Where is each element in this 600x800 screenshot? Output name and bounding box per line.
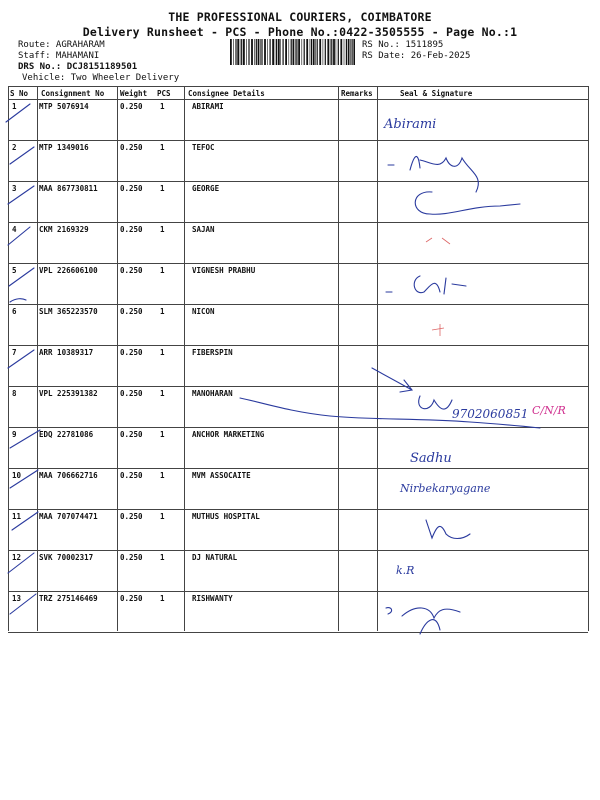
row-divider: [8, 345, 588, 346]
cell-pcs: 1: [160, 471, 165, 480]
cell-sno: 8: [12, 389, 17, 398]
signature-row-9: Sadhu: [410, 451, 452, 466]
cell-consignee: GEORGE: [192, 184, 220, 193]
vehicle-label: Vehicle: Two Wheeler Delivery: [22, 73, 180, 83]
cell-weight: 0.250: [120, 266, 143, 275]
header-weight: Weight: [120, 89, 148, 98]
row-divider: [8, 263, 588, 264]
cell-weight: 0.250: [120, 471, 143, 480]
cell-consignee: RISHWANTY: [192, 594, 233, 603]
cell-pcs: 1: [160, 594, 165, 603]
cell-weight: 0.250: [120, 389, 143, 398]
row-divider: [8, 632, 588, 633]
cell-sno: 7: [12, 348, 17, 357]
cell-consignee: SAJAN: [192, 225, 215, 234]
cell-consignment: VPL 226606100: [39, 266, 98, 275]
cell-pcs: 1: [160, 553, 165, 562]
header-consignment: Consignment No: [41, 89, 105, 98]
cell-consignment: MTP 1349016: [39, 143, 89, 152]
cell-consignment: ARR 10389317: [39, 348, 94, 357]
signature-row-3: [415, 192, 520, 214]
cell-weight: 0.250: [120, 512, 143, 521]
signature-row-5: [414, 276, 466, 294]
cell-consignee: VIGNESH PRABHU: [192, 266, 256, 275]
cell-consignment: MTP 5076914: [39, 102, 89, 111]
header-consignee: Consignee Details: [188, 89, 265, 98]
route-label: Route: AGRAHARAM: [18, 40, 105, 50]
signature-row-1: Abirami: [384, 117, 437, 132]
cell-consignment: TRZ 275146469: [39, 594, 98, 603]
header-pcs: PCS: [157, 89, 171, 98]
cell-pcs: 1: [160, 348, 165, 357]
cell-pcs: 1: [160, 102, 165, 111]
cell-sno: 9: [12, 430, 17, 439]
signature-row-10: Nirbekaryagane: [400, 482, 491, 495]
company-title: THE PROFESSIONAL COURIERS, COIMBATORE: [168, 10, 432, 24]
signature-row-8-phone: 9702060851: [452, 407, 529, 421]
header-remarks: Remarks: [341, 89, 373, 98]
cell-pcs: 1: [160, 307, 165, 316]
row-divider: [8, 304, 588, 305]
cell-weight: 0.250: [120, 594, 143, 603]
row-divider: [8, 468, 588, 469]
cell-sno: 4: [12, 225, 17, 234]
signature-row-8-mark: C/N/R: [532, 404, 566, 417]
cell-sno: 6: [12, 307, 17, 316]
cell-consignment: CKM 2169329: [39, 225, 89, 234]
cell-pcs: 1: [160, 266, 165, 275]
row-divider: [8, 140, 588, 141]
staff-label: Staff: MAHAMANI: [18, 51, 100, 61]
cell-sno: 5: [12, 266, 17, 275]
strike-line: [240, 398, 540, 428]
cell-sno: 1: [12, 102, 17, 111]
signature-row-12: k.R: [396, 564, 415, 577]
barcode: [230, 39, 355, 65]
cell-consignment: MAA 867730811: [39, 184, 98, 193]
row-divider: [8, 386, 588, 387]
cell-weight: 0.250: [120, 430, 143, 439]
row-divider: [8, 550, 588, 551]
table-border-top: [8, 86, 588, 87]
cell-weight: 0.250: [120, 553, 143, 562]
cell-consignment: MAA 707074471: [39, 512, 98, 521]
cell-weight: 0.250: [120, 102, 143, 111]
row-divider: [8, 427, 588, 428]
cell-weight: 0.250: [120, 348, 143, 357]
cell-sno: 12: [12, 553, 22, 562]
cell-consignee: MUTHUS HOSPITAL: [192, 512, 260, 521]
faint-mark-row-4: [426, 238, 450, 244]
header-sno: S No: [10, 89, 29, 98]
table-header-divider: [8, 99, 588, 100]
row-divider: [8, 591, 588, 592]
cell-consignee: ABIRAMI: [192, 102, 224, 111]
signature-row-13: [402, 608, 460, 634]
cell-weight: 0.250: [120, 307, 143, 316]
cell-consignee: MVM ASSOCAITE: [192, 471, 251, 480]
signature-row-2: [410, 156, 478, 192]
cell-sno: 2: [12, 143, 17, 152]
tick-mark: [6, 104, 30, 122]
cell-pcs: 1: [160, 225, 165, 234]
cell-sno: 3: [12, 184, 17, 193]
faint-mark-row-6: [432, 324, 444, 336]
cell-consignee: MANOHARAN: [192, 389, 233, 398]
rs-number: RS No.: 1511895: [362, 40, 444, 50]
cell-consignment: SLM 365223570: [39, 307, 98, 316]
cell-consignment: SVK 70002317: [39, 553, 94, 562]
cell-sno: 10: [12, 471, 22, 480]
cell-consignment: EDQ 22781086: [39, 430, 94, 439]
arrow-mark: [372, 368, 412, 392]
signature-row-11: [426, 520, 470, 539]
cell-weight: 0.250: [120, 184, 143, 193]
cell-weight: 0.250: [120, 143, 143, 152]
row-divider: [8, 181, 588, 182]
table-border-right: [588, 86, 589, 631]
cell-pcs: 1: [160, 430, 165, 439]
cell-pcs: 1: [160, 184, 165, 193]
cell-consignee: NICON: [192, 307, 215, 316]
drs-label: DRS No.: DCJ8151189501: [18, 62, 138, 72]
cell-pcs: 1: [160, 389, 165, 398]
cell-consignment: MAA 706662716: [39, 471, 98, 480]
rs-date: RS Date: 26-Feb-2025: [362, 51, 471, 61]
cell-consignment: VPL 225391382: [39, 389, 98, 398]
tick-mark: [10, 299, 26, 302]
row-divider: [8, 509, 588, 510]
runsheet-subtitle: Delivery Runsheet - PCS - Phone No.:0422-3505555 - Page No.:1: [82, 25, 518, 39]
cell-weight: 0.250: [120, 225, 143, 234]
cell-consignee: DJ NATURAL: [192, 553, 238, 562]
cell-consignee: FIBERSPIN: [192, 348, 233, 357]
row-divider: [8, 222, 588, 223]
cell-sno: 11: [12, 512, 22, 521]
cell-sno: 13: [12, 594, 22, 603]
cell-pcs: 1: [160, 512, 165, 521]
header-signature: Seal & Signature: [400, 89, 473, 98]
cell-consignee: TEFOC: [192, 143, 215, 152]
cell-consignee: ANCHOR MARKETING: [192, 430, 265, 439]
cell-pcs: 1: [160, 143, 165, 152]
